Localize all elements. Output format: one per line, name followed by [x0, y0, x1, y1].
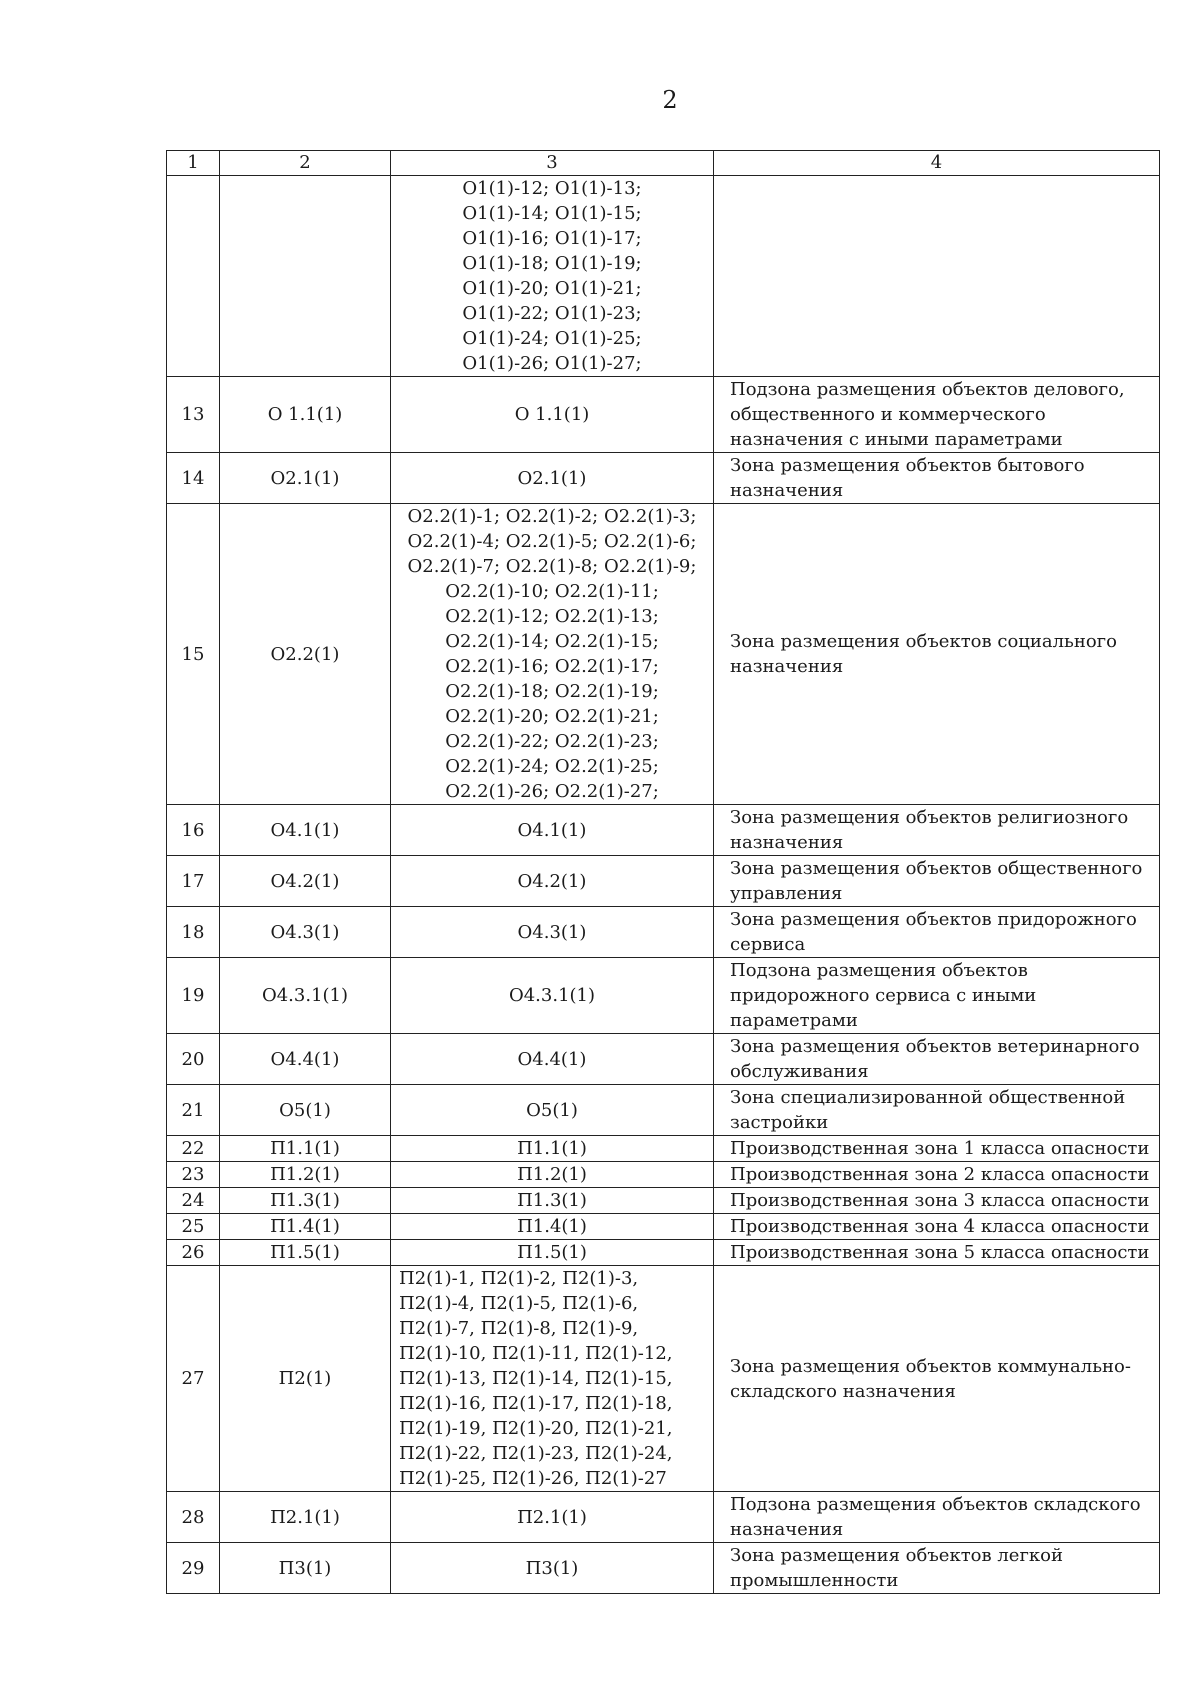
subzone-code-line: О2.2(1)-26; О2.2(1)-27; — [445, 781, 659, 802]
zone-code-cell: О4.3.1(1) — [220, 958, 391, 1034]
table-row — [167, 377, 1160, 453]
subzone-code-line: О2.2(1)-24; О2.2(1)-25; — [445, 756, 659, 777]
subzone-code-line: О2.2(1)-4; О2.2(1)-5; О2.2(1)-6; — [407, 531, 697, 552]
description-cell: Зона размещения объектов легкой промышленности — [714, 1543, 1160, 1594]
subzone-code-line: O1(1)-14; O1(1)-15; — [462, 203, 642, 224]
zone-code-cell: О 1.1(1) — [220, 377, 391, 453]
zone-code-cell: О4.4(1) — [220, 1034, 391, 1085]
table-row — [167, 504, 1160, 805]
subzone-codes-cell — [391, 1492, 714, 1543]
subzone-code-line: О2.2(1)-1; О2.2(1)-2; О2.2(1)-3; — [407, 506, 697, 527]
subzone-code-line: О2.2(1)-10; О2.2(1)-11; — [445, 581, 659, 602]
subzone-codes-cell — [391, 1543, 714, 1594]
table-row — [167, 1543, 1160, 1594]
subzone-code-line: О2.2(1)-16; О2.2(1)-17; — [445, 656, 659, 677]
description-cell: Производственная зона 4 класса опасности — [714, 1214, 1160, 1240]
row-number-cell: 26 — [167, 1240, 220, 1266]
zone-code-cell: О5(1) — [220, 1085, 391, 1136]
table-row — [167, 958, 1160, 1034]
subzone-code-line: П1.4(1) — [517, 1216, 587, 1237]
description-cell: Зона размещения объектов общественного управления — [714, 856, 1160, 907]
description-cell: Производственная зона 3 класса опасности — [714, 1188, 1160, 1214]
subzone-code-line: О2.1(1) — [517, 467, 587, 489]
zone-code-cell: П1.4(1) — [220, 1214, 391, 1240]
subzone-code-line: П1.2(1) — [517, 1164, 587, 1185]
subzone-codes-cell — [391, 1188, 714, 1214]
subzone-codes-cell — [391, 1240, 714, 1266]
row-number-cell: 21 — [167, 1085, 220, 1136]
row-number-cell: 23 — [167, 1162, 220, 1188]
subzone-codes-cell — [391, 1034, 714, 1085]
zone-code-cell: П1.3(1) — [220, 1188, 391, 1214]
subzone-code-line: П2(1)-1, П2(1)-2, П2(1)-3, — [399, 1268, 639, 1289]
subzone-code-line: П2(1)-19, П2(1)-20, П2(1)-21, — [399, 1418, 673, 1439]
table-row — [167, 1034, 1160, 1085]
subzone-code-line: О4.3(1) — [517, 921, 587, 943]
header-col-1: 1 — [167, 151, 220, 176]
zone-code-cell: П2.1(1) — [220, 1492, 391, 1543]
subzone-codes-cell — [391, 377, 714, 453]
subzone-code-line: П1.1(1) — [517, 1138, 587, 1159]
table-row — [167, 907, 1160, 958]
table-row — [167, 1240, 1160, 1266]
subzone-code-line: О2.2(1)-22; О2.2(1)-23; — [445, 731, 659, 752]
header-row — [167, 151, 1160, 176]
subzone-code-line: П2(1)-22, П2(1)-23, П2(1)-24, — [399, 1443, 673, 1464]
subzone-code-line: O1(1)-18; O1(1)-19; — [462, 253, 642, 274]
zone-code-cell: П1.2(1) — [220, 1162, 391, 1188]
table-row — [167, 1492, 1160, 1543]
subzone-code-line: П2.1(1) — [517, 1506, 587, 1528]
zone-code-cell: О2.1(1) — [220, 453, 391, 504]
table-row — [167, 1085, 1160, 1136]
page-number: 2 — [662, 86, 678, 114]
description-cell: Зона специализированной общественной застройки — [714, 1085, 1160, 1136]
table-row — [167, 1162, 1160, 1188]
table-row — [167, 1136, 1160, 1162]
description-cell: Подзона размещения объектов складского назначения — [714, 1492, 1160, 1543]
subzone-code-line: П2(1)-13, П2(1)-14, П2(1)-15, — [399, 1368, 673, 1389]
description-cell: Зона размещения объектов бытового назначения — [714, 453, 1160, 504]
row-number-cell: 19 — [167, 958, 220, 1034]
subzone-code-line: О 1.1(1) — [514, 404, 590, 425]
description-cell: Подзона размещения объектов придорожного сервиса с иными параметрами — [714, 958, 1160, 1034]
description-cell: Зона размещения объектов коммунально-складского назначения — [714, 1266, 1160, 1492]
zone-code-cell: П3(1) — [220, 1543, 391, 1594]
zone-code-cell: О4.2(1) — [220, 856, 391, 907]
subzone-codes-cell — [391, 1162, 714, 1188]
subzone-code-line: П2(1)-10, П2(1)-11, П2(1)-12, — [399, 1343, 673, 1364]
zone-code-cell — [220, 176, 391, 377]
subzone-codes-cell — [391, 1136, 714, 1162]
zone-code-cell: О4.1(1) — [220, 805, 391, 856]
row-number-cell: 28 — [167, 1492, 220, 1543]
subzone-code-line: О4.2(1) — [517, 870, 587, 892]
subzone-codes-cell — [391, 176, 714, 377]
zone-code-cell: П1.5(1) — [220, 1240, 391, 1266]
row-number-cell: 15 — [167, 504, 220, 805]
subzone-code-line: O1(1)-20; O1(1)-21; — [462, 278, 642, 299]
description-cell: Производственная зона 2 класса опасности — [714, 1162, 1160, 1188]
zones-table — [166, 150, 1160, 1594]
row-number-cell: 22 — [167, 1136, 220, 1162]
subzone-codes-cell — [391, 504, 714, 805]
subzone-codes-cell — [391, 1214, 714, 1240]
continuation-row — [167, 176, 1160, 377]
table-row — [167, 856, 1160, 907]
description-cell: Зона размещения объектов придорожного сервиса — [714, 907, 1160, 958]
header-col-2: 2 — [220, 151, 391, 176]
subzone-codes-cell — [391, 805, 714, 856]
row-number-cell: 17 — [167, 856, 220, 907]
row-number-cell: 25 — [167, 1214, 220, 1240]
row-number-cell: 16 — [167, 805, 220, 856]
row-number-cell: 14 — [167, 453, 220, 504]
subzone-code-line: П2(1)-4, П2(1)-5, П2(1)-6, — [399, 1293, 639, 1314]
subzone-code-line: О2.2(1)-20; О2.2(1)-21; — [445, 706, 659, 727]
zone-code-cell: О4.3(1) — [220, 907, 391, 958]
row-number-cell: 18 — [167, 907, 220, 958]
description-cell: Зона размещения объектов социального назначения — [714, 504, 1160, 805]
subzone-code-line: О2.2(1)-14; О2.2(1)-15; — [445, 631, 659, 652]
zone-code-cell: О2.2(1) — [220, 504, 391, 805]
row-number-cell: 29 — [167, 1543, 220, 1594]
subzone-codes-cell — [391, 453, 714, 504]
subzone-code-line: П2(1)-25, П2(1)-26, П2(1)-27 — [399, 1468, 667, 1489]
table-row — [167, 1214, 1160, 1240]
subzone-codes-cell — [391, 1266, 714, 1492]
description-cell: Производственная зона 1 класса опасности — [714, 1136, 1160, 1162]
table-row — [167, 1266, 1160, 1492]
subzone-codes-cell — [391, 958, 714, 1034]
row-number-cell: 24 — [167, 1188, 220, 1214]
subzone-code-line: П1.3(1) — [517, 1190, 587, 1211]
description-cell: Подзона размещения объектов делового, общественного и коммерческого назначения с иными параметрами — [714, 377, 1160, 453]
subzone-code-line: O1(1)-24; O1(1)-25; — [462, 328, 642, 349]
subzone-code-line: П3(1) — [525, 1557, 579, 1579]
subzone-codes-cell — [391, 856, 714, 907]
subzone-code-line: О2.2(1)-18; О2.2(1)-19; — [445, 681, 659, 702]
description-cell — [714, 176, 1160, 377]
subzone-code-line: П1.5(1) — [517, 1242, 587, 1263]
header-col-4: 4 — [714, 151, 1160, 176]
table-row — [167, 1188, 1160, 1214]
subzone-codes-cell — [391, 1085, 714, 1136]
subzone-code-line: O1(1)-22; O1(1)-23; — [462, 303, 642, 324]
subzone-code-line: О2.2(1)-12; О2.2(1)-13; — [445, 606, 659, 627]
subzone-code-line: О4.3.1(1) — [508, 985, 596, 1006]
subzone-code-line: O1(1)-12; O1(1)-13; — [462, 178, 642, 199]
subzone-code-line: O1(1)-26; O1(1)-27; — [462, 353, 642, 374]
table-row — [167, 805, 1160, 856]
zone-code-cell: П2(1) — [220, 1266, 391, 1492]
header-col-3: 3 — [391, 151, 714, 176]
row-number-cell: 13 — [167, 377, 220, 453]
row-number-cell: 27 — [167, 1266, 220, 1492]
table-row — [167, 453, 1160, 504]
subzone-codes-cell — [391, 907, 714, 958]
subzone-code-line: О4.4(1) — [517, 1048, 587, 1070]
subzone-code-line: О2.2(1)-7; О2.2(1)-8; О2.2(1)-9; — [407, 556, 697, 577]
subzone-code-line: П2(1)-7, П2(1)-8, П2(1)-9, — [399, 1318, 639, 1339]
description-cell: Зона размещения объектов ветеринарного обслуживания — [714, 1034, 1160, 1085]
subzone-code-line: О5(1) — [526, 1099, 578, 1121]
description-cell: Производственная зона 5 класса опасности — [714, 1240, 1160, 1266]
row-number-cell — [167, 176, 220, 377]
row-number-cell: 20 — [167, 1034, 220, 1085]
subzone-code-line: П2(1)-16, П2(1)-17, П2(1)-18, — [399, 1393, 673, 1414]
subzone-code-line: O1(1)-16; O1(1)-17; — [462, 228, 642, 249]
description-cell: Зона размещения объектов религиозного назначения — [714, 805, 1160, 856]
zone-code-cell: П1.1(1) — [220, 1136, 391, 1162]
subzone-code-line: О4.1(1) — [517, 819, 587, 841]
